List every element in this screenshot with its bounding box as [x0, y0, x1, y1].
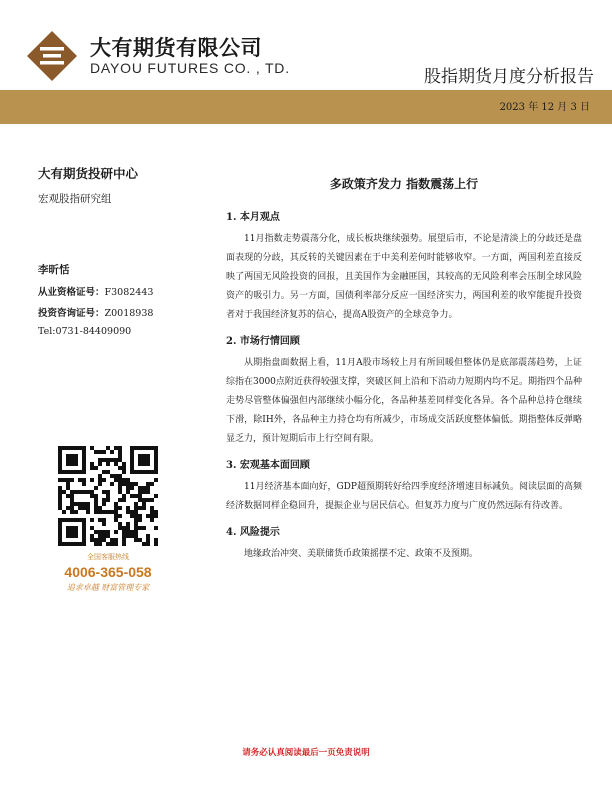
section-risk — [226, 523, 582, 564]
qualification-label: 从业资格证号： — [38, 287, 105, 298]
report-title: 股指期货月度分析报告 — [424, 67, 594, 87]
section-heading: 3. 宏观基本面回顾 — [226, 460, 310, 471]
analyst-name: 李昕恬 — [38, 264, 70, 276]
section-heading: 2. 市场行情回顾 — [226, 336, 300, 347]
company-name-cn: 大有期货有限公司 — [90, 36, 262, 60]
research-center-name: 大有期货投研中心 — [38, 166, 139, 181]
consult-value: Z0018938 — [104, 308, 154, 319]
report-date: 2023 年 12 月 3 日 — [499, 102, 590, 113]
section-body: 从期指盘面数据上看，11月A股市场较上月有所回暖但整体仍是底部震荡趋势，上证综指在3000点附近获得较强支撑，突破区间上沿和下沿动力短期内均不足。期指四个品种走势尽管整体偏强但内部继续小幅分化，各品种基差同样变化各异。各个品种总持仓继续下滑，除IH外，各品种主力持仓均有所减少，市场成交活跃度整体偏低。期指整体反弹略显乏力，预计短期后市上行空间有限。 — [226, 358, 582, 444]
hotline-label: 全国客服热线 — [87, 553, 129, 561]
qr-code-icon[interactable] — [58, 446, 158, 546]
section-body: 地缘政治冲突、美联储货币政策摇摆不定、政策不及预期。 — [244, 549, 479, 559]
logo-emblem-icon — [26, 30, 78, 82]
main-content — [226, 175, 582, 571]
article-title: 多政策齐发力 指数震荡上行 — [329, 177, 479, 191]
section-macro-review — [226, 456, 582, 516]
qr-block — [54, 446, 162, 593]
qualification-value: F3082443 — [104, 287, 154, 298]
section-market-review — [226, 332, 582, 449]
tel-line: Tel:0731-84409090 — [38, 326, 132, 337]
section-outlook — [226, 208, 582, 325]
consult-line — [38, 305, 218, 319]
section-heading: 4. 风险提示 — [226, 527, 280, 538]
company-slogan: 追求卓越 财富管理专家 — [66, 583, 150, 592]
sidebar — [38, 164, 218, 337]
section-body: 11月指数走势震荡分化，成长板块继续强势。展望后市，不论是清淡上的分歧还是盘面表现的分歧，其反转的关键因素在于中美利差何时能够收窄。一方面，两国利差直接反映了两国无风险投资的回报，且美国作为金融匪国，其较高的无风险利率会压制全球风险资产的吸引力。另一方面，国债利率部分反应一国经济实力，两国利差的收窄能提升投资者对于我国经济复苏的信心，提高A股资产的全球竞争力。 — [226, 234, 582, 320]
hotline-number: 4006-365-058 — [64, 564, 152, 580]
qualification-line — [38, 284, 218, 298]
header-band — [0, 90, 612, 124]
company-logo — [20, 26, 290, 86]
disclaimer-link[interactable]: 请务必认真阅读最后一页免责说明 — [242, 748, 370, 758]
section-heading: 1. 本月观点 — [226, 212, 280, 223]
research-group-name: 宏观股指研究组 — [38, 193, 112, 205]
company-name-en: DAYOU FUTURES CO. , TD. — [90, 60, 290, 76]
section-body: 11月经济基本面向好，GDP超预期转好给四季度经济增速目标减负。阅读层面的高频经济数据同样企稳回升，提振企业与居民信心。但复苏力度与广度仍然远际有待改善。 — [226, 482, 582, 511]
consult-label: 投资咨询证号： — [38, 308, 105, 319]
